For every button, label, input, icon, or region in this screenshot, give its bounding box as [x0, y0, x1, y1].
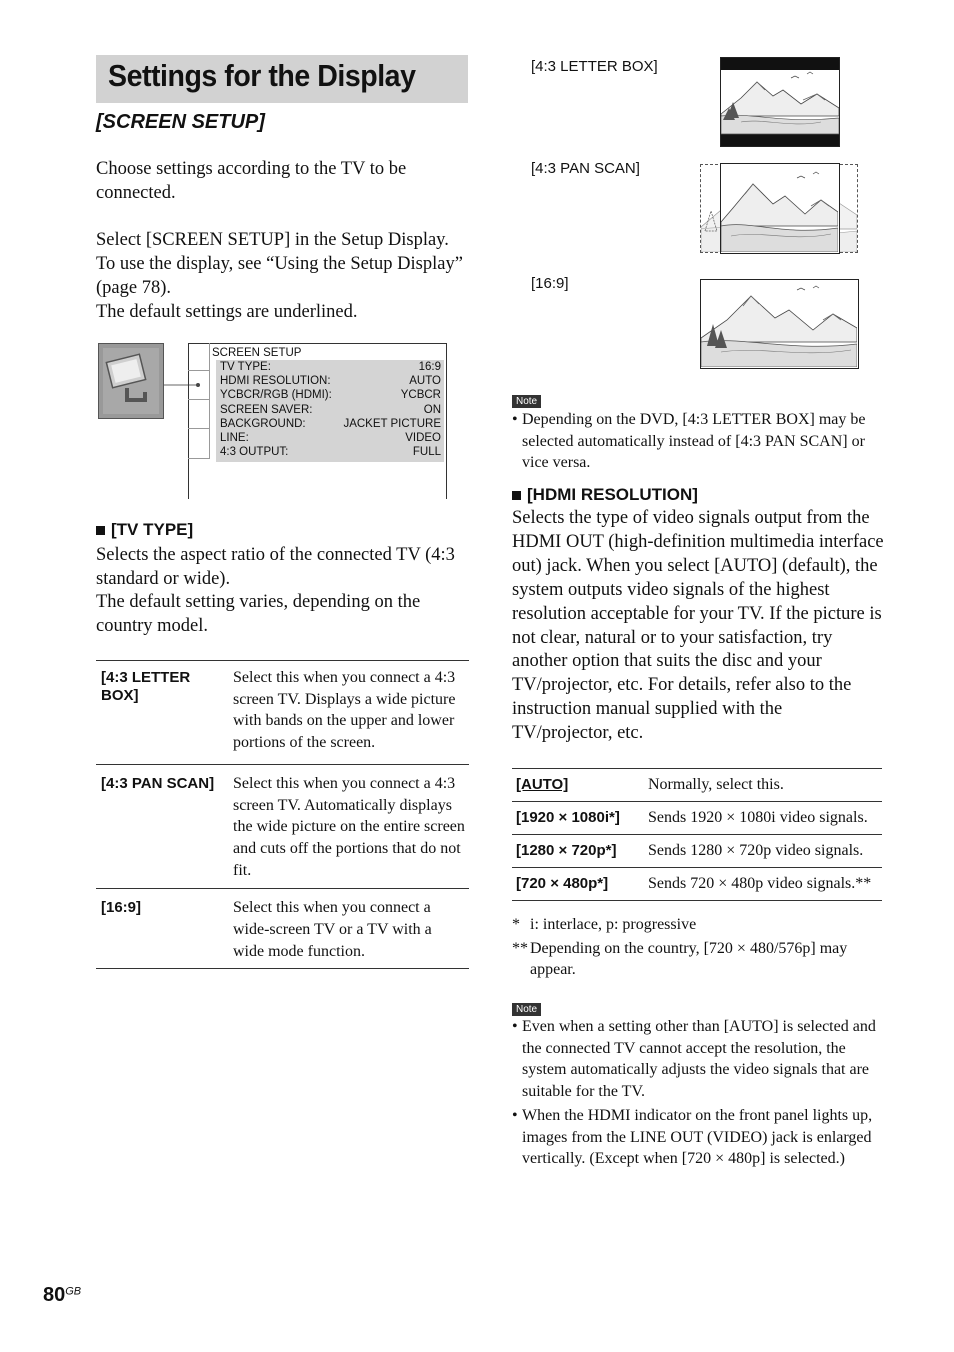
option-key: [720 × 480p*] — [516, 875, 609, 892]
menu-row[interactable] — [216, 403, 444, 417]
tv-type-heading — [96, 520, 193, 540]
tv-type-heading-text: [TV TYPE] — [111, 520, 194, 539]
menu-row-label: YCBCR/RGB (HDMI): — [220, 389, 332, 402]
menu-row-label: HDMI RESOLUTION: — [220, 375, 331, 388]
menu-row-value: VIDEO — [405, 432, 441, 445]
menu-row-label: TV TYPE: — [220, 361, 271, 373]
option-key: [4:3 LETTER BOX] — [101, 669, 191, 704]
option-key: [4:3 PAN SCAN] — [101, 774, 215, 792]
default-text: The default settings are underlined. — [96, 302, 358, 322]
option-key: [1280 × 720p*] — [516, 842, 617, 859]
intro-text: Choose settings according to the TV to be connected. — [96, 159, 407, 203]
tv-type-table — [96, 660, 469, 969]
menu-row-label: LINE: — [220, 432, 249, 445]
note-badge-text: Note — [512, 1003, 541, 1016]
select-text: Select [SCREEN SETUP] in the Setup Display. To use the display, see “Using the Setup Display” (page 78). — [96, 230, 463, 298]
note-badge-1 — [512, 391, 541, 409]
tv-type-default: The default setting varies, depending on the country model. — [96, 592, 421, 636]
menu-row-value: ON — [423, 403, 441, 416]
panscan-image — [720, 163, 840, 254]
table-row — [512, 835, 882, 868]
hdmi-heading-text: [HDMI RESOLUTION] — [527, 485, 698, 504]
tv-type-desc: Selects the aspect ratio of the connected TV (4:3 standard or wide). — [96, 545, 455, 589]
wide-label: [16:9] — [531, 275, 569, 292]
page-title: Settings for the Display — [108, 58, 416, 93]
option-key: [AUTO] — [516, 776, 569, 793]
note-item: • Depending on the DVD, [4:3 LETTER BOX] may be selected automatically instead of [4:3 PAN SCAN] or vice versa. — [512, 409, 882, 474]
table-row — [512, 802, 882, 835]
note-badge-text: Note — [512, 395, 541, 408]
note-badge-2 — [512, 999, 541, 1017]
footnote-2 — [512, 938, 884, 981]
menu-row[interactable] — [216, 374, 444, 388]
footnote-1 — [512, 914, 884, 936]
panscan-label: [4:3 PAN SCAN] — [531, 160, 640, 177]
menu-row[interactable] — [216, 417, 444, 431]
letterbox-label: [4:3 LETTER BOX] — [531, 58, 658, 75]
option-desc: Sends 1920 × 1080i video signals. — [648, 809, 868, 826]
menu-row[interactable] — [216, 360, 444, 374]
note-item: • Even when a setting other than [AUTO] is selected and the connected TV cannot accept the resolution, the system automatically adjusts the video signals that are suitable for the TV. — [512, 1016, 882, 1103]
wide-image — [700, 279, 859, 369]
section-subtitle: [SCREEN SETUP] — [96, 111, 265, 133]
footnote-text-1: i: interlace, p: progressive — [530, 916, 697, 933]
note-item: • When the HDMI indicator on the front panel lights up, images from the LINE OUT (VIDEO) jack is enlarged vertically. (Except when [720 × 480p] is selected.) — [512, 1105, 882, 1170]
menu-row-value: JACKET PICTURE — [343, 417, 441, 430]
menu-header: SCREEN SETUP — [212, 347, 302, 359]
square-bullet-icon — [96, 526, 105, 535]
footnote-mark-2: ** — [512, 939, 528, 957]
note-list-1 — [512, 409, 882, 474]
menu-row-value: 16:9 — [418, 361, 441, 373]
page-number — [43, 1284, 81, 1307]
table-row — [96, 764, 469, 889]
screen-setup-icon — [98, 343, 164, 419]
menu-row-value: AUTO — [409, 375, 441, 388]
menu-frame-right — [446, 343, 447, 499]
option-desc: Sends 720 × 480p video signals.** — [648, 875, 872, 892]
menu-row[interactable] — [216, 388, 444, 402]
footnote-mark-1: * — [512, 916, 520, 933]
menu-row[interactable] — [216, 445, 444, 459]
menu-row-label: SCREEN SAVER: — [220, 403, 313, 416]
page-number-text: 80 — [43, 1284, 66, 1306]
option-desc: Normally, select this. — [648, 776, 784, 793]
table-row — [512, 868, 882, 901]
menu-row-value: YCBCR — [400, 389, 441, 402]
menu-row-label: BACKGROUND: — [220, 417, 306, 430]
table-row — [96, 889, 469, 969]
letterbox-image — [720, 57, 840, 147]
hdmi-heading — [512, 485, 698, 505]
option-desc: Sends 1280 × 720p video signals. — [648, 842, 864, 859]
menu-tab-column — [188, 343, 210, 461]
table-row — [512, 769, 882, 802]
option-desc: Select this when you connect a 4:3 screen TV. Displays a wide picture with bands on the upper and lower portions of the screen. — [233, 669, 456, 752]
option-desc: Select this when you connect a 4:3 screen TV. Automatically displays the wide picture on the entire screen and cuts off the portions that do not fit. — [233, 774, 465, 879]
option-desc: Select this when you connect a wide-screen TV or a TV with a wide mode function. — [233, 899, 432, 960]
menu-frame-top — [188, 343, 446, 344]
option-key: [16:9] — [101, 899, 142, 917]
hdmi-footnotes — [512, 914, 884, 981]
footnote-text-2: Depending on the country, [720 × 480/576p] may appear. — [530, 939, 848, 979]
menu-row[interactable] — [216, 431, 444, 445]
hdmi-table — [512, 768, 882, 901]
option-key: [1920 × 1080i*] — [516, 809, 620, 826]
menu-rows — [216, 360, 444, 462]
note-list-2 — [512, 1016, 882, 1170]
menu-row-label: 4:3 OUTPUT: — [220, 446, 289, 459]
hdmi-desc: Selects the type of video signals output from the HDMI OUT (high-definition multimedia interface out) jack. When you select [AUTO] (default), the system outputs video signals of the highest resolution acceptable for your TV. If the picture is not clear, natural or to your satisfaction, try another option that suits the disc and your TV/projector, etc. For details, refer also to the instruction manual supplied with the TV/projector, etc. — [512, 508, 884, 744]
table-row — [96, 661, 469, 765]
menu-row-value: FULL — [412, 446, 441, 459]
square-bullet-icon — [512, 491, 521, 500]
page-number-suffix: GB — [65, 1285, 82, 1298]
